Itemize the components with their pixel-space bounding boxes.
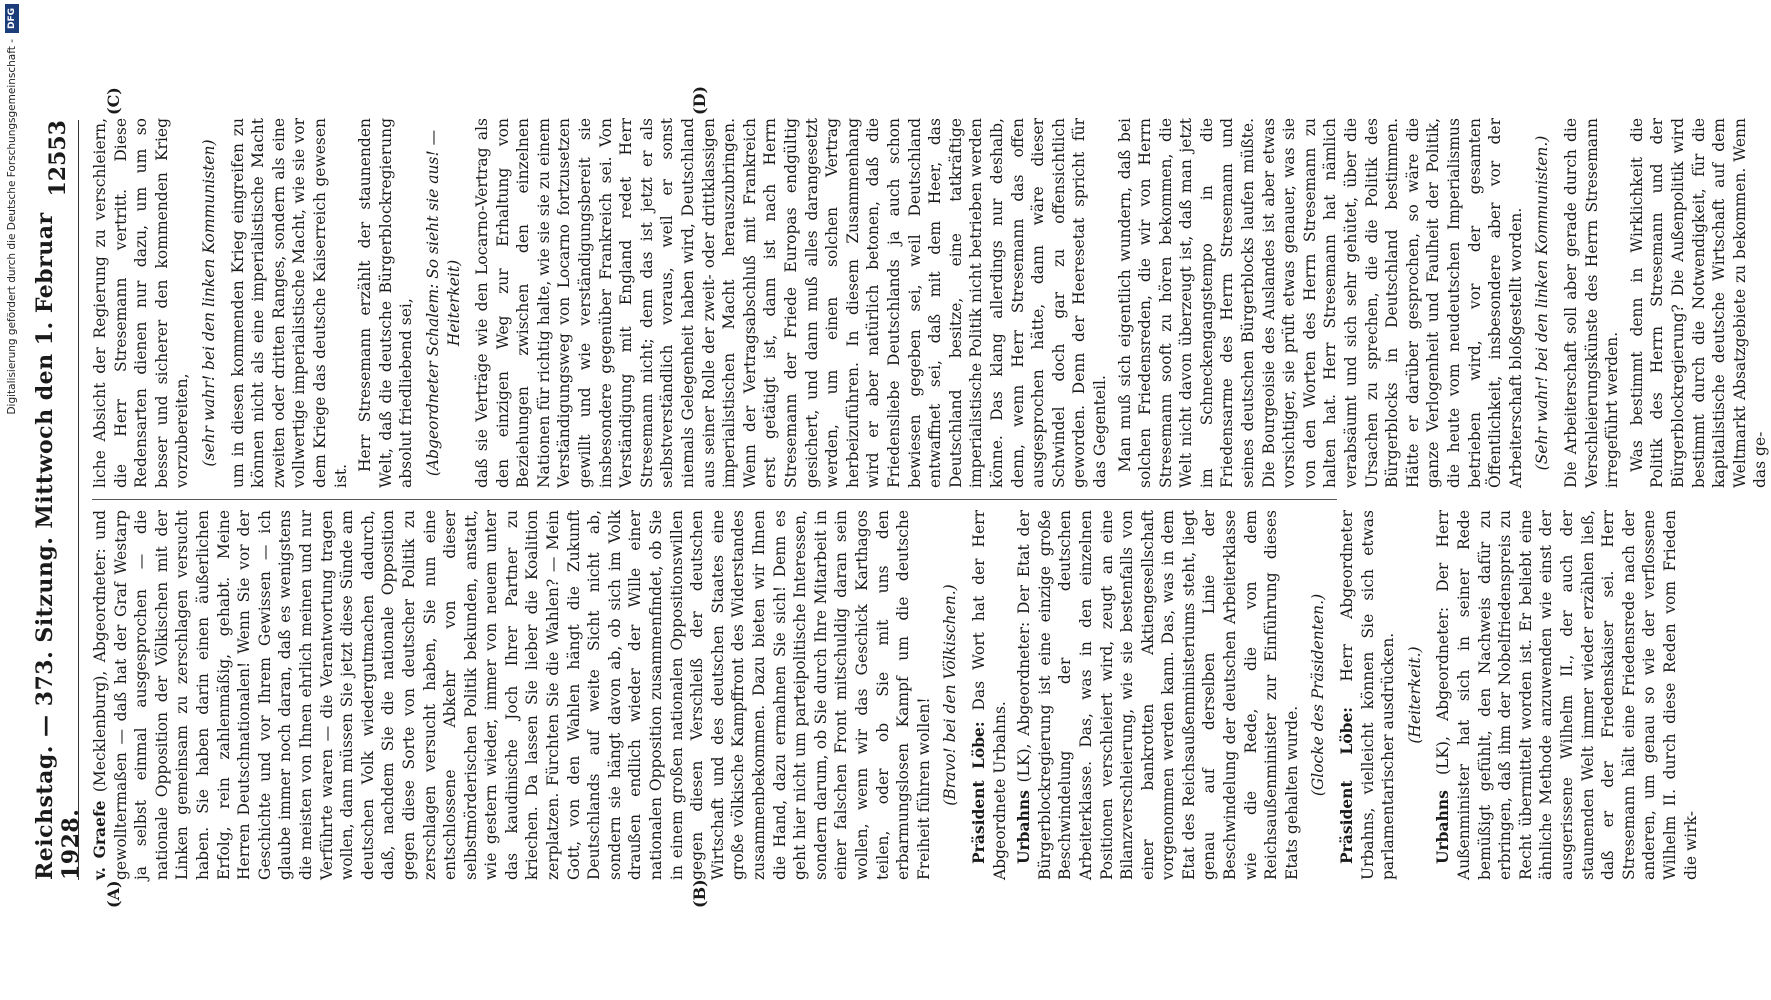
paragraph-text: und gewolltermaßen — daß hat der Graf Westarp ja selbst einmal ausgesprochen — die nationale Opposition der Völkischen mit der Linken gemeinsam zu zerschlagen versucht haben. Sie haben darin einen äußerlichen Erfolg, rein zahlenmäßig, gehabt. Meine Herren Deutschnationalen! Wenn Sie vor der Geschichte und vor Ihrem Gewissen — ich glaube immer noch daran, daß es wenigstens die meisten von Ihnen ehrlich meinen und nur Verführte waren — die Verantwortung tragen wollen, dann müssen Sie jetzt diese Sünde am deutschen Volk wiedergutmachen dadurch, daß, nachdem Sie die nationale Opposition gegen diese Sorte von deutscher Politik zu zerschlagen versucht haben, Sie nun eine entschlossene Abkehr von dieser selbstmörderischen Politik bekunden, anstatt, wie gestern wieder, immer von neuem unter das kaudinische Joch Ihrer Partner zu kriechen. Da lassen Sie lieber die Koalition zerplatzen. Fürchten Sie die Wahlen? — Mein Gott, von den Wahlen hängt die Zukunft Deutschlands auf weite Sicht nicht ab, sondern sie hängt davon ab, ob sich im Volk draußen endlich wieder der Wille einer nationalen Opposition zusammenfindet, ob Sie in einem großen nationalen Oppositionswillen gegen diesen Verschleiß der deutschen Wirtschaft und des deutschen Staates eine große völkische Kampffront des Widerstandes zusammenbekommen. Dazu bieten wir Ihnen die Hand, dazu ermahnen Sie sich! Denn es geht hier nicht um parteipolitische Interessen, sondern darum, ob Sie durch Ihre Mitarbeit in einer falschen Front mitschuldig daran sein wollen, wenn wir das Geschick Karthagos teilen, oder ob Sie mit uns den erbarmungslosen Kampf um die deutsche Freiheit führen wollen! [91,509,933,880]
paragraph-text: Das Wort hat der Herr Abgeordnete Urbahns. [969,510,1009,880]
speaker-name: v. Graefe [90,800,109,880]
speaker-name: Präsident Löbe: [1337,706,1357,864]
paragraph: Man muß sich eigentlich wundern, daß bei solchen Friedensreden, die wir von Herrn Stresemann sooft zu hören bekommen, die Welt nicht davon überzeugt ist, daß man jetzt im Schneckengangstempo in die Friedensarme des Herrn Stresemann und seines deutschen Bürgerblocks laufen müßte. Die Bourgeoisie des Auslandes ist aber etwas vorsichtiger, sie prüft etwas genauer, was sie von den Worten des Herrn Stresemann zu halten hat. Herr Stresemann hat nämlich verabsäumt und sich sehr gehütet, über die Ursachen zu sprechen, die die Politik des Bürgerblocks in Deutschland bestimmen. Hätte er darüber gesprochen, so wäre die ganze Verlogenheit und Faulheit der Politik, die heute vom neudeutschen Imperialismus betrieben wird, vor der gesamten Öffentlichkeit, insbesondere aber vor der Arbeiterschaft bloßgestellt worden. [1115,118,1525,488]
running-title: Reichstag. — 373. Sitzung. Mittwoch den 1. Februar 1928. [32,212,84,880]
paragraph [969,510,1010,880]
margin-letter-c: (C) [104,87,123,115]
paragraph [1337,510,1399,880]
paragraph: Herr Stresemann erzählt der staunenden Welt, daß die deutsche Bürgerblockregierung absolut friedliebend sei, [356,118,416,488]
speaker-name: Urbahns [1014,790,1034,864]
paragraph-text: (LK), Abgeordneter: Der Etat der Bürgerblockregierung ist eine einzige große Beschwindelung der deutschen Arbeiterklasse. Das, was in den einzelnen Positionen verschleiert wird, zeugt an eine Bilanzverschleierung, wie sie bestenfalls von einer bankrotten Aktiengesellschaft vorgenommen werden kann. Das, was in dem Etat des Reichsaußenministeriums steht, liegt genau auf derselben Linie der Beschwindelung der deutschen Arbeiterklasse wie die Rede, die von dem Reichsaußenminister zur Einführung dieses Etats gehalten wurde. [1015,510,1301,880]
paragraph [1014,510,1302,880]
paragraph: liche Absicht der Regierung zu verschleiern, die Herr Stresemann vertritt. Diese Redensarten dienen nur dazu, um um so besser und sicherer den kommenden Krieg vorzubereiten, [91,118,192,488]
reaction: (Bravo! bei den Völkischen.) [941,584,960,806]
page-number: 12553 [45,120,71,197]
paragraph [90,510,934,880]
speaker-name: Urbahns [1433,790,1453,864]
margin-letter-a: (A) [104,880,123,908]
left-column [90,509,1700,880]
speaker-note: (Mecklenburg), Abgeordneter: [91,548,109,793]
paragraph: daß sie Verträge wie den Locarno-Vertrag als den einzigen Weg zur Erhaltung von Beziehungen zwischen den einzelnen Nationen für richtig halte, wie sie sie zu einem Verständigungsweg von Locarno fortzusetzen gewillt und wie verständigungsbereit sie insbesondere gegenüber Frankreich sei. Von Verständigung mit England redet Herr Stresemann nicht; denn das ist jetzt er als selbstverständlich voraus, weil er sonst niemals Gelegenheit haben wird, Deutschland aus seiner Rolle der zweit- oder drittklassigen imperialistischen Macht herauszubringen. Wenn der Vertragsabschluß mit Frankreich erst getätigt ist, dann ist nach Herrn Stresemann der Friede Europas endgültig gesichert, und dann muß alles darangesetzt werden, um einen solchen Vertrag herbeizuführen. In diesem Zusammenhang wird er aber natürlich betonen, daß die Friedensliebe Deutschlands ja auch schon bewiesen gegeben sei, weil Deutschland entwaffnet sei, daß mit dem Heer, das Deutschland besitze, eine tatkräftige imperialistische Politik nicht betrieben werden könne. Das klang allerdings nur deshalb, denn, wenn Herr Stresemann das offen ausgesprochen hätte, dann wäre dieser Schwindel doch gar zu offensichtlich geworden. Denn der Heeresetat spricht für das Gegenteil. [473,118,1109,488]
paragraph: Die Arbeiterschaft soll aber gerade durch die Verschleierungskünste des Herrn Stresemann irregeführt werden. [1561,118,1622,488]
dfg-logo: DFG [5,4,19,33]
reaction: (Heiterkeit.) [1405,646,1424,744]
paragraph-text: Herr Abgeordneter Urbahns, vielleicht können Sie sich etwas parlamentarischer ausdrücken. [1338,510,1398,880]
reaction: (sehr wahr! bei den linken Kommunisten) [199,139,218,467]
reaction: (Abgeordneter Schalem: So sieht sie aus! — Heiterkeit) [423,129,463,477]
reaction: (Glocke des Präsidenten.) [1309,593,1328,797]
reaction: (Sehr wahr! bei den linken Kommunisten.) [1533,135,1552,471]
paragraph: um in diesen kommenden Krieg eingreifen zu können nicht als eine imperialistische Macht zweiten oder dritten Ranges, sondern als eine vollwertige imperialistische Macht, wie sie vor dem Kriege das deutsche Kaiserreich gewesen ist. [228,118,350,488]
digitization-credit [0,0,24,1000]
running-header [32,120,84,880]
paragraph [1433,510,1701,880]
paragraph: Was bestimmt denn in Wirklichkeit die Politik des Herrn Stresemann und der Bürgerblockregierung? Die Außenpolitik wird bestimmt durch die Notwendigkeit, für die kapitalistische deutsche Wirtschaft auf dem Weltmarkt Absatzgebiete zu bekommen. Wenn das ge- [1627,118,1770,488]
speaker-name: Präsident Löbe: [968,721,988,864]
credit-text: Digitalisierung gefördert durch die Deutsche Forschungsgemeinschaft - [6,39,18,415]
right-column [90,118,1770,488]
column-divider [92,499,1337,500]
margin-letter-b: (B) [690,879,709,908]
margin-letter-d: (D) [690,85,709,115]
paragraph-text: (LK), Abgeordneter: Der Herr Außenminister hat sich in seiner Rede bemüßigt gefühlt, den Nachweis dafür zu erbringen, daß ihm der Nobelfriedenspreis zu Recht übermittelt worden ist. Er beliebt eine ähnliche Methode anzuwenden wie einst der ausgerissene Wilhelm II., der auch der staunenden Welt immer wieder erzählen ließ, daß er der Friedenskaiser sei. Herr Stresemann hält eine Friedensrede nach der anderen, um genau so wie der verflossene Wilhelm II. durch diese Reden vom Frieden die wirk- [1434,510,1700,880]
